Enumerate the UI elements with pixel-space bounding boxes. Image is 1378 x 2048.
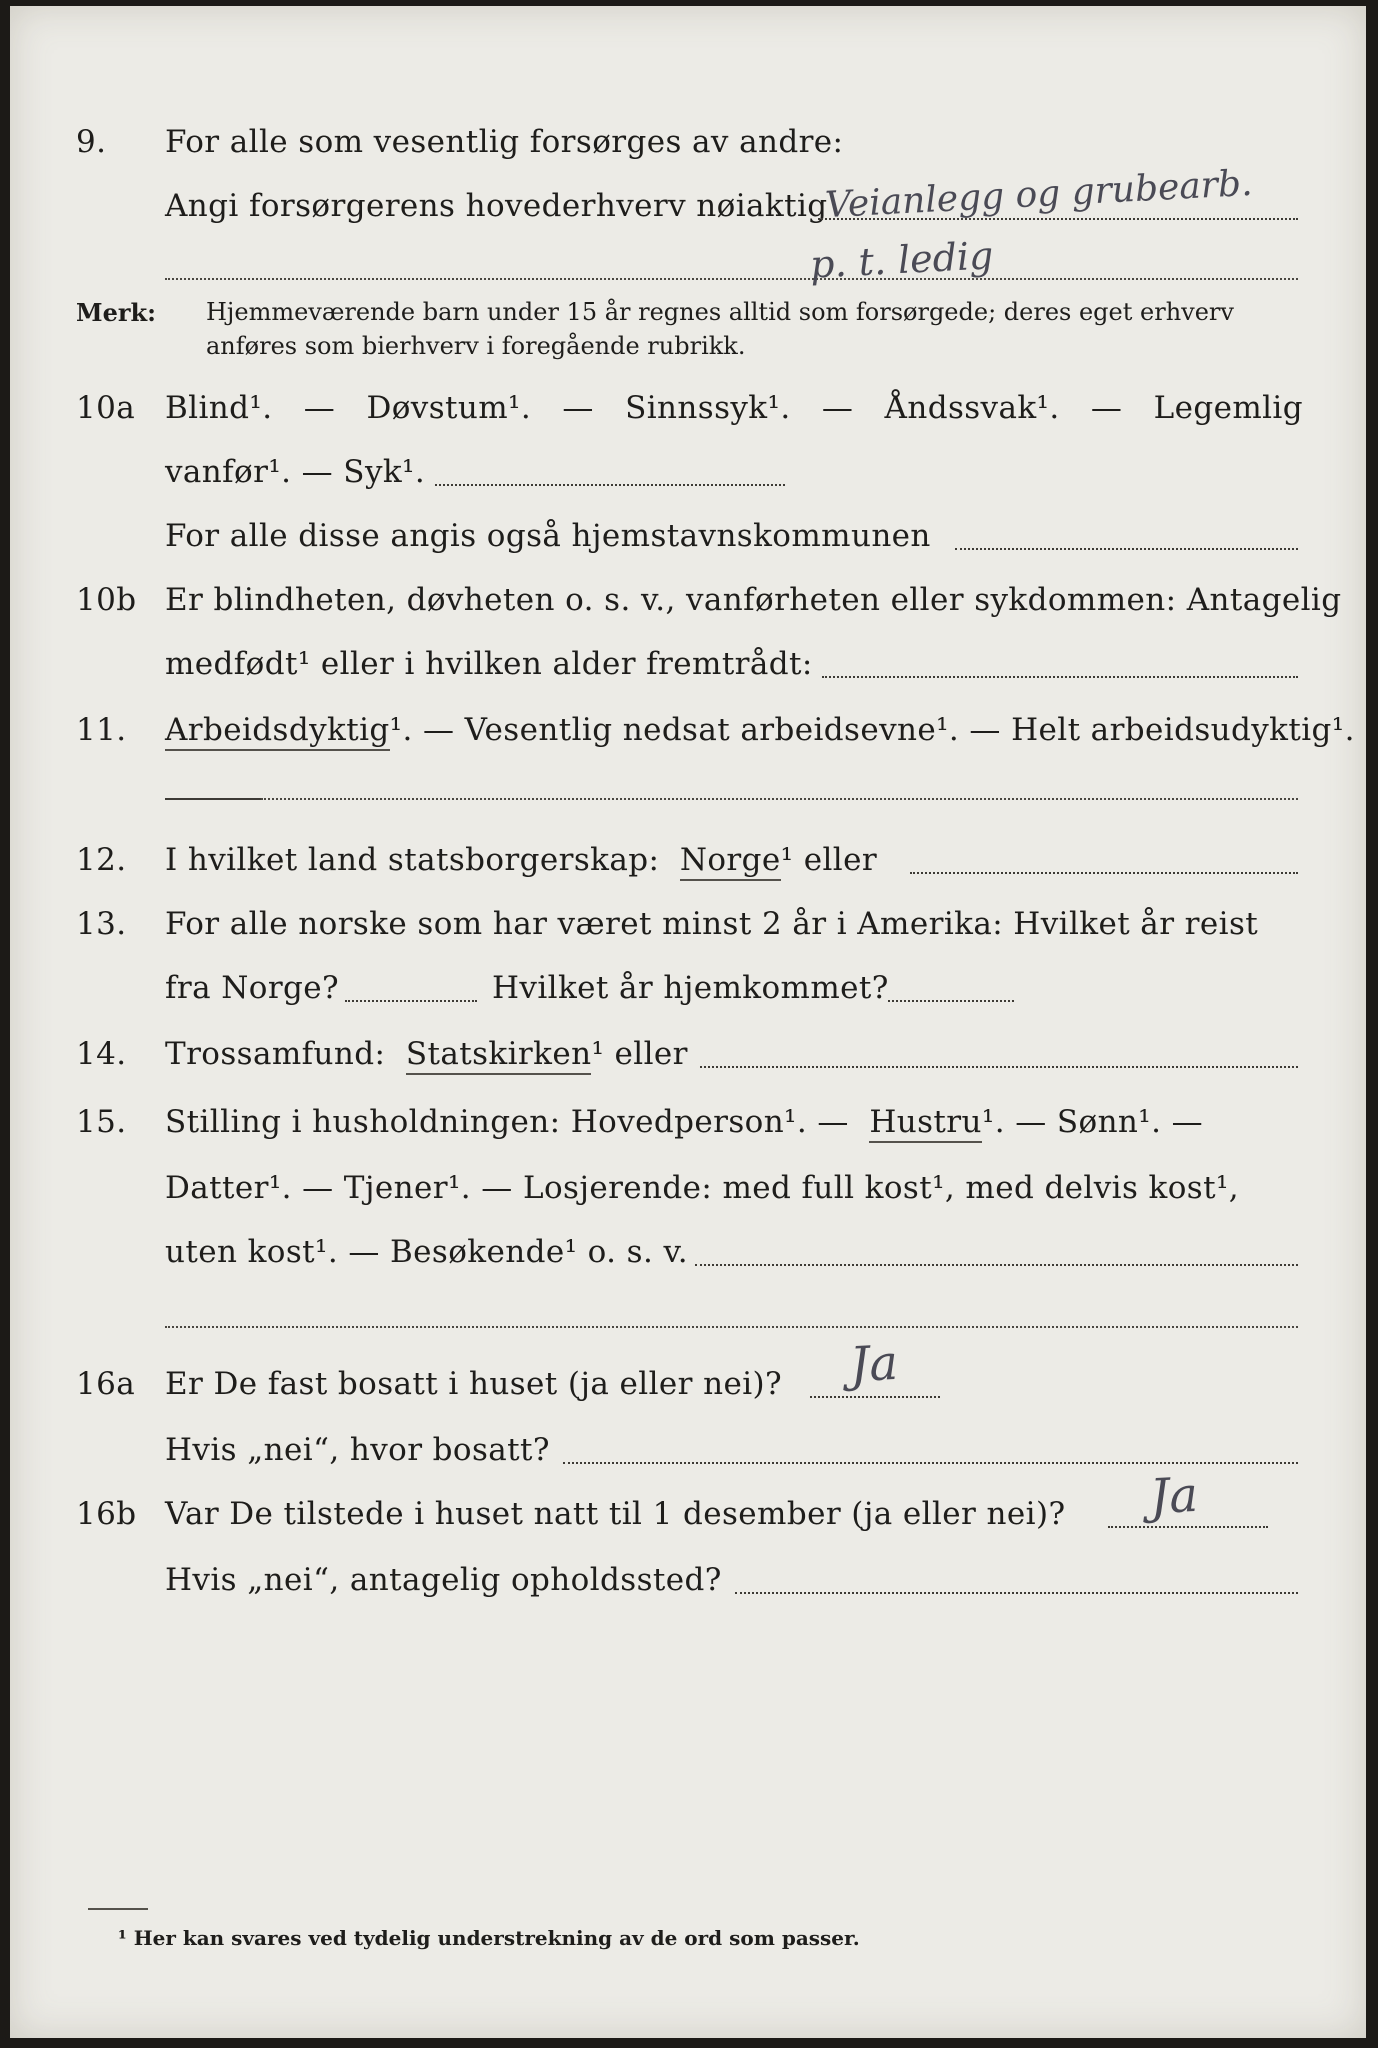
q16b-text: Var De tilstede i huset natt til 1 desember (ja eller nei)? bbox=[165, 1496, 1066, 1532]
q10a-opt-sinnssyk[interactable]: Sinnssyk¹. bbox=[625, 390, 791, 426]
q13-hjemkommet-prompt: Hvilket år hjemkommet? bbox=[492, 970, 889, 1006]
q10a-opt-andssvak[interactable]: Åndssvak¹. bbox=[884, 390, 1060, 426]
q12-opt-norge[interactable]: Norge bbox=[680, 842, 781, 881]
q11-number: 11. bbox=[76, 712, 127, 748]
q11-answer-line-start bbox=[165, 798, 261, 800]
merk-label: Merk: bbox=[76, 298, 156, 327]
q14-eller: ¹ eller bbox=[591, 1036, 688, 1072]
q9-handwritten-answer-2: p. t. ledig bbox=[808, 233, 995, 287]
q10b-number: 10b bbox=[76, 582, 137, 618]
q15-opt-hustru[interactable]: Hustru bbox=[869, 1104, 982, 1143]
q12-text bbox=[165, 842, 877, 878]
q9-number: 9. bbox=[76, 124, 107, 160]
q9-occupation-prompt: Angi forsørgerens hovederhverv nøiaktig bbox=[165, 188, 828, 224]
q15-answer-line-2[interactable] bbox=[165, 1326, 1298, 1328]
q12-answer-line[interactable] bbox=[910, 872, 1298, 874]
q16a-bosatt-line[interactable] bbox=[563, 1462, 1298, 1464]
q14-text bbox=[165, 1036, 688, 1072]
q15-answer-line[interactable] bbox=[695, 1264, 1298, 1266]
q14-answer-line[interactable] bbox=[700, 1066, 1298, 1068]
q16a-answer-line[interactable] bbox=[810, 1396, 940, 1398]
census-form-page bbox=[10, 6, 1366, 2038]
q10a-hjemstavn-line[interactable] bbox=[955, 548, 1298, 550]
q10a-vanfor-syk[interactable]: vanfør¹. — Syk¹. bbox=[165, 454, 426, 490]
q11-answer-line[interactable] bbox=[261, 798, 1298, 800]
q10a-options bbox=[165, 390, 1303, 426]
q14-number: 14. bbox=[76, 1036, 127, 1072]
q10b-text: Er blindheten, døvheten o. s. v., vanførheten eller sykdommen: Antagelig bbox=[165, 582, 1342, 618]
q15-number: 15. bbox=[76, 1104, 127, 1140]
footnote: ¹ Her kan svares ved tydelig understrekning av de ord som passer. bbox=[118, 1926, 860, 1950]
q10a-answer-line[interactable] bbox=[435, 484, 785, 486]
q15-hovedperson[interactable]: Stilling i husholdningen: Hovedperson¹. — bbox=[165, 1104, 849, 1140]
q16b-handwritten-answer: Ja bbox=[1148, 1466, 1200, 1526]
q10a-opt-dovstum[interactable]: Døvstum¹. bbox=[366, 390, 532, 426]
merk-line1: Hjemmeværende barn under 15 år regnes alltid som forsørgede; deres eget erhverv bbox=[206, 298, 1234, 326]
q13-reist-prompt: fra Norge? bbox=[165, 970, 340, 1006]
q16a-number: 16a bbox=[76, 1366, 136, 1402]
q16a-handwritten-answer: Ja bbox=[848, 1334, 900, 1394]
q15-text-2[interactable]: Datter¹. — Tjener¹. — Losjerende: med full kost¹, med delvis kost¹, bbox=[165, 1170, 1240, 1206]
q10a-dash: — bbox=[303, 390, 336, 426]
q16a-bosatt-prompt: Hvis „nei“, hvor bosatt? bbox=[165, 1432, 550, 1468]
q9-handwritten-answer: Veianlegg og grubearb. bbox=[824, 162, 1254, 227]
q14-prompt: Trossamfund: bbox=[165, 1036, 386, 1072]
q9-text: For alle som vesentlig forsørges av andre: bbox=[165, 124, 844, 160]
q14-opt-statskirken[interactable]: Statskirken bbox=[406, 1036, 592, 1075]
q10a-dash: — bbox=[821, 390, 854, 426]
q12-number: 12. bbox=[76, 842, 127, 878]
q12-prompt: I hvilket land statsborgerskap: bbox=[165, 842, 660, 878]
q15-text-3[interactable]: uten kost¹. — Besøkende¹ o. s. v. bbox=[165, 1234, 688, 1270]
q15-sonn[interactable]: ¹. — Sønn¹. — bbox=[981, 1104, 1204, 1140]
q16b-opholdssted-line[interactable] bbox=[735, 1592, 1298, 1594]
q10b-answer-line[interactable] bbox=[822, 676, 1298, 678]
merk-line2: anføres som bierhverv i foregående rubrikk. bbox=[206, 332, 746, 360]
q10a-number: 10a bbox=[76, 390, 136, 426]
q11-opt-arbeidsdyktig[interactable]: Arbeidsdyktig bbox=[165, 712, 390, 751]
footnote-rule bbox=[88, 1908, 148, 1910]
q12-eller: ¹ eller bbox=[780, 842, 878, 878]
q10a-opt-legemlig[interactable]: Legemlig bbox=[1153, 390, 1303, 426]
q13-number: 13. bbox=[76, 906, 127, 942]
q13-text: For alle norske som har været minst 2 år i Amerika: Hvilket år reist bbox=[165, 906, 1259, 942]
q10a-hjemstavn-prompt: For alle disse angis også hjemstavnskommunen bbox=[165, 518, 931, 554]
q9-answer-line-2[interactable] bbox=[165, 278, 1298, 280]
q10b-text-2: medfødt¹ eller i hvilken alder fremtrådt: bbox=[165, 646, 813, 682]
q10a-dash: — bbox=[1090, 390, 1123, 426]
q13-hjemkommet-line[interactable] bbox=[888, 1000, 1014, 1002]
q16b-answer-line[interactable] bbox=[1108, 1526, 1268, 1528]
q10a-opt-blind[interactable]: Blind¹. bbox=[165, 390, 273, 426]
q16b-opholdssted-prompt: Hvis „nei“, antagelig opholdssted? bbox=[165, 1562, 722, 1598]
q15-text bbox=[165, 1104, 1203, 1140]
q16b-number: 16b bbox=[76, 1496, 137, 1532]
q11-other-options[interactable]: ¹. — Vesentlig nedsat arbeidsevne¹. — Helt arbeidsudyktig¹. bbox=[389, 712, 1355, 748]
q11-options bbox=[165, 712, 1355, 748]
q16a-text: Er De fast bosatt i huset (ja eller nei)? bbox=[165, 1366, 783, 1402]
q10a-dash: — bbox=[562, 390, 594, 426]
q13-reist-line[interactable] bbox=[345, 1000, 477, 1002]
